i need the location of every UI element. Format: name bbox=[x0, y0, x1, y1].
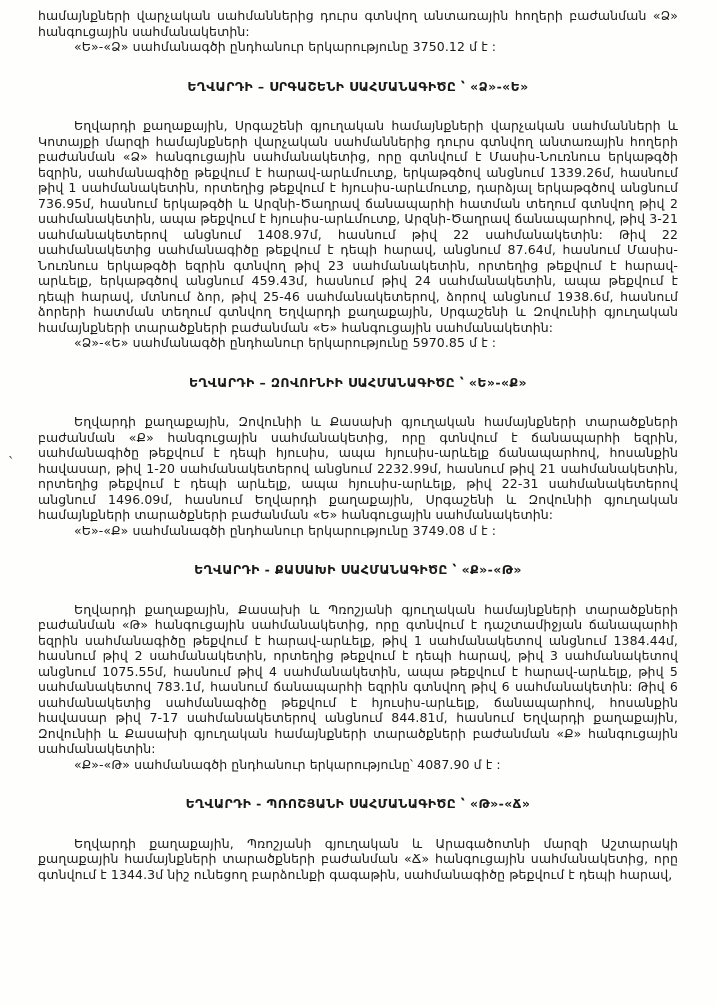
boundary-length-summary: «Ե»-«Ք» սահմանագծի ընդհանուր երկարությունը 3749.08 մ է : bbox=[74, 522, 496, 538]
section-body-yeghvard-qasakh: Եղվարդի քաղաքային, Քասախի և Պռոշյանի գյուղական համայնքների տարածքների բաժանման «Թ» հանգուցային սահմանակետից, որը գտնվում է դաշտամիջյան ճանապարհի եզրին սահմանագիծը թեքվում է հարավ-արևելք, թիվ 1 սահմանակետով անցնում 1384.44մ, հասնում թիվ 2 սահմանակետին, որտեղից թեքվում է դեպի հարավ, թիվ 3 սահմանակետով անցնում 1075.55մ, հասնում թիվ 4 սահմանակետին, ապա թեքվում է հարավ-արևելք, թիվ 5 սահմանակետով 783.1մ, հասնում ճանապարհի եզրին գտնվող թիվ 6 սահմանակետին: Թիվ 6 սահմանակետից սահմանագիծը թեքվում է հյուսիս-արևելք, ճանապարհով, հոսանքին հավասար թիվ 7-17 սահմանակետերով անցնում 844.81մ, հասնում Եղվարդի քաղաքային, Զովունիի և Քասախի գյուղական համայնքների տարածքների բաժանման «Ք» հանգուցային սահմանակետին: bbox=[38, 601, 678, 756]
section-body-yeghvard-proshyan: Եղվարդի քաղաքային, Պռոշյանի գյուղական և Արագածոտնի մարզի Աշտարակի քաղաքային համայնքների տարածքների բաժանման «Ճ» հանգուցային սահմանակետից, որը գտնվում է 1344.3մ նիշ ունեցող բարձունքի գագաթին, սահմանագիծը թեքվում է դեպի հարավ, bbox=[38, 835, 678, 882]
section-heading-yeghvard-zovuni: ԵՂՎԱՐԴԻ – ԶՈՎՈՒՆԻԻ ՍԱՀՄԱՆԱԳԻԾԸ ՝ «Ե»-«Ք» bbox=[188, 374, 528, 390]
section-body-yeghvard-zovuni: Եղվարդի քաղաքային, Զովունիի և Քասախի գյուղական համայնքների տարածքների բաժանման «Ք» հանգուցային սահմանակետից, որը գտնվում է ճանապարհի եզրին, սահմանագիծը թեքվում է դեպի հյուսիս, ապա հյուսիս-արևելք ճանապարհով, հոսանքին հավասար, թիվ 1-20 սահմանակետերով անցնում 2232.99մ, հասնում թիվ 21 սահմանակետին, որտեղից թեքվում է դեպի արևելք, ապա հյուսիս-արևելք, թիվ 22-31 սահմանակետերով անցնում 1496.09մ, հասնում Եղվարդի քաղաքային, Սրգաշենի և Զովունիի գյուղական համայնքների տարածքների բաժանման «Ե» հանգուցային սահմանակետին: bbox=[38, 414, 678, 522]
section-heading-yeghvard-qasakh: ԵՂՎԱՐԴԻ - ՔԱՍԱԽԻ ՍԱՀՄԱՆԱԳԻԾԸ ՝ «Ք»-«Թ» bbox=[194, 562, 522, 577]
scan-artifact-mark: ` bbox=[8, 456, 15, 471]
boundary-length-summary: «Ե»-«Ձ» սահմանագծի ընդհանուր երկարությունը 3750.12 մ է : bbox=[74, 39, 497, 54]
section-heading-yeghvard-srgashen: ԵՂՎԱՐԴԻ – ՍՐԳԱՇԵՆԻ ՍԱՀՄԱՆԱԳԻԾԸ ՝ «Ձ»-«Ե» bbox=[187, 78, 529, 94]
boundary-length-summary: «Ք»-«Թ» սահմանագծի ընդհանուր երկարությունը՝ 4087.90 մ է : bbox=[74, 756, 501, 772]
section-body-yeghvard-srgashen: Եղվարդի քաղաքային, Սրգաշենի գյուղական համայնքների վարչական սահմանների և Կոտայքի մարզի համայնքների վարչական սահմաններից դուրս գտնվող անտառային հողերի բաժանման «Ձ» հանգուցային սահմանակետից, որը գտնվում է Մասիս-Նուռնուս երկաթգծի եզրին, սահմանագիծը թեքվում է հարավ-արևմուտք, երկաթգծով անցնում 1339.26մ, հասնում թիվ 1 սահմանակետին, որտեղից թեքվում է հյուսիս-արևմուտք, դարձյալ երկաթգծով անցնում 736.95մ, հասնում երկաթգծի և Արզնի-Ծաղրավ ճանապարհի հատման տեղում գտնվող թիվ 2 սահմանակետին, ապա թեքվում է հյուսիս-արևմուտք, Արզնի-Ծաղրավ ճանապարհով, թիվ 3-21 սահմանակետերով անցնում 1408.97մ, հասնում թիվ 22 սահմանակետին: Թիվ 22 սահմանակետից սահմանագիծը թեքվում է դեպի հարավ, անցնում 87.64մ, հասնում Մասիս-Նուռնուս երկաթգծի եզրին գտնվող թիվ 23 սահմանակետին, որտեղից թեքվում է հարավ-արևելք, երկաթգծով անցնում 459.43մ, հասնում թիվ 24 սահմանակետին, ապա թեքվում է դեպի հարավ, մտնում ձոր, թիվ 25-46 սահմանակետերով, ձորով անցնում 1938.6մ, հասնում ձորերի հատման տեղում գտնվող Եղվարդի քաղաքային, Սրգաշենի և Զովունիի գյուղական համայնքների տարածքների բաժանման «Ե» հանգուցային սահմանակետին: bbox=[38, 118, 678, 335]
section-heading-yeghvard-proshyan: ԵՂՎԱՐԴԻ - ՊՌՈՇՅԱՆԻ ՍԱՀՄԱՆԱԳԻԾԸ ՝ «Թ»-«Ճ» bbox=[185, 796, 531, 811]
boundary-length-summary: «Ձ»-«Ե» սահմանագծի ընդհանուր երկարությունը 5970.85 մ է : bbox=[74, 335, 497, 350]
paragraph-continuation: համայնքների վարչական սահմաններից դուրս գտնվող անտառային հողերի բաժանման «Ձ» հանգուցային սահմանակետին: bbox=[38, 8, 678, 39]
